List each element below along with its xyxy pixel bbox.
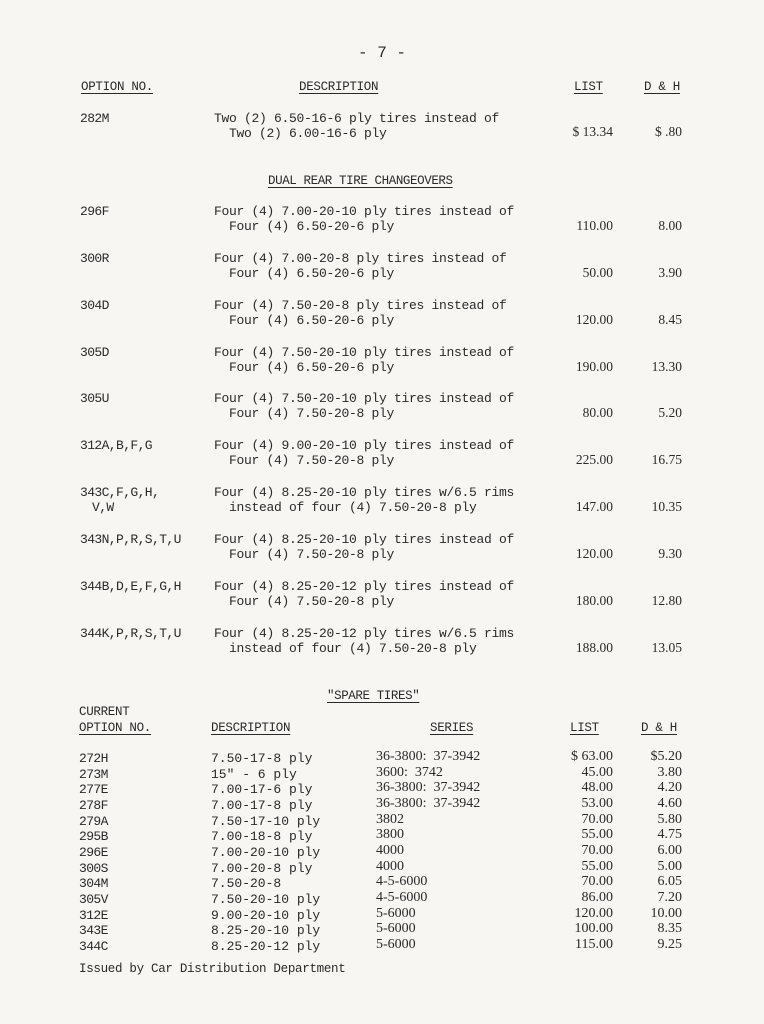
description: 7.00-18-8 ply: [211, 829, 313, 844]
dh-price: 9.25: [657, 937, 682, 952]
list-price: 53.00: [581, 796, 613, 811]
page-number: - 7 -: [357, 44, 406, 62]
description: 7.00-17-8 ply: [211, 798, 313, 813]
list-price: 120.00: [574, 906, 613, 921]
series: 4-5-6000: [376, 890, 428, 905]
description-line2: Four (4) 7.50-20-8 ply: [229, 406, 395, 421]
dh-price: 13.05: [651, 640, 682, 655]
list-price: 147.00: [575, 499, 613, 514]
description-line1: Four (4) 7.50-20-8 ply tires instead of: [214, 298, 507, 313]
list-price: 55.00: [581, 859, 613, 874]
dh-price: 6.05: [657, 874, 682, 889]
header-dh: D & H: [644, 80, 681, 94]
series: 3802: [376, 812, 404, 827]
description-line2: instead of four (4) 7.50-20-8 ply: [229, 641, 477, 656]
description: 7.00-20-8 ply: [211, 861, 313, 876]
description: 7.50-20-8: [211, 876, 282, 891]
option-number: 304M: [79, 876, 108, 891]
option-number: 296F: [80, 204, 109, 219]
option-number: 343N,P,R,S,T,U: [80, 532, 181, 547]
description-line2: Four (4) 7.50-20-8 ply: [229, 547, 395, 562]
list-price: 45.00: [581, 765, 613, 780]
list-price: 70.00: [581, 843, 613, 858]
list-price: 70.00: [581, 874, 613, 889]
description-line1: Four (4) 7.00-20-10 ply tires instead of: [214, 204, 515, 219]
option-number: 277E: [79, 782, 108, 797]
list-price: 180.00: [575, 593, 613, 608]
description-line1: Two (2) 6.50-16-6 ply tires instead of: [214, 111, 500, 126]
option-number: 305V: [79, 892, 108, 907]
list-price: 80.00: [582, 405, 613, 420]
option-number: 273M: [79, 767, 108, 782]
series: 5-6000: [376, 906, 416, 921]
header-list: LIST: [574, 80, 603, 94]
footer-issued-by: Issued by Car Distribution Department: [79, 962, 346, 976]
dh-price: 6.00: [657, 843, 682, 858]
header-current: CURRENT: [79, 705, 130, 719]
description: 7.50-20-10 ply: [211, 892, 321, 907]
description: 15" - 6 ply: [211, 767, 297, 782]
list-price: 115.00: [575, 937, 613, 952]
description: 7.50-17-8 ply: [211, 751, 313, 766]
series: 3600: 3742: [376, 765, 443, 780]
list-price: 120.00: [575, 312, 613, 327]
description: 7.00-20-10 ply: [211, 845, 321, 860]
option-number: 300S: [79, 861, 108, 876]
dh-price: 3.80: [657, 765, 682, 780]
description-line1: Four (4) 8.25-20-10 ply tires instead of: [214, 532, 515, 547]
list-price: 100.00: [574, 921, 613, 936]
option-number: 344C: [79, 939, 108, 954]
series: 3800: [376, 827, 404, 842]
dh-price: 5.20: [658, 405, 682, 420]
dh-price: 3.90: [658, 265, 682, 280]
description-line2: Four (4) 7.50-20-8 ply: [229, 453, 395, 468]
dh-price: 7.20: [657, 890, 682, 905]
option-number-cont: V,W: [92, 500, 114, 515]
series: 5-6000: [376, 921, 416, 936]
description-line2: Four (4) 6.50-20-6 ply: [229, 219, 395, 234]
option-number: 295B: [79, 829, 108, 844]
description-line2: Four (4) 7.50-20-8 ply: [229, 594, 395, 609]
option-number: 272H: [79, 751, 108, 766]
dh-price: 8.00: [658, 218, 682, 233]
description: 8.25-20-10 ply: [211, 923, 321, 938]
series: 36-3800: 37-3942: [376, 796, 481, 811]
section-title-dual-rear: DUAL REAR TIRE CHANGEOVERS: [268, 174, 453, 188]
list-price: $ 63.00: [571, 749, 613, 764]
dh-price: 5.80: [657, 812, 682, 827]
description: 7.00-17-6 ply: [211, 782, 313, 797]
list-price: 225.00: [575, 452, 613, 467]
description-line2: Four (4) 6.50-20-6 ply: [229, 313, 395, 328]
description-line1: Four (4) 8.25-20-12 ply tires w/6.5 rims: [214, 626, 515, 641]
list-price: 50.00: [582, 265, 613, 280]
dh-price: 8.45: [658, 312, 682, 327]
dh-price: 12.80: [651, 593, 682, 608]
list-price: 55.00: [581, 827, 613, 842]
option-number: 344K,P,R,S,T,U: [80, 626, 181, 641]
dh-price: 5.00: [657, 859, 682, 874]
dh-price: 16.75: [651, 452, 682, 467]
dh-price: 4.60: [657, 796, 682, 811]
description-line1: Four (4) 7.50-20-10 ply tires instead of: [214, 345, 515, 360]
series: 4-5-6000: [376, 874, 428, 889]
dh-price: 9.30: [658, 546, 682, 561]
description: 7.50-17-10 ply: [211, 814, 321, 829]
header-option-no: OPTION NO.: [79, 721, 152, 735]
series: 5-6000: [376, 937, 416, 952]
option-number: 278F: [79, 798, 108, 813]
description: 8.25-20-12 ply: [211, 939, 321, 954]
description-line1: Four (4) 8.25-20-12 ply tires instead of: [214, 579, 515, 594]
section-title-spare-tires: "SPARE TIRES": [327, 689, 420, 703]
series: 36-3800: 37-3942: [376, 780, 481, 795]
header-series: SERIES: [430, 721, 474, 735]
option-number: 312A,B,F,G: [80, 438, 153, 453]
list-price: 190.00: [575, 359, 613, 374]
option-number: 305U: [80, 391, 109, 406]
dh-price: 4.75: [657, 827, 682, 842]
list-price: 48.00: [581, 780, 613, 795]
series: 4000: [376, 843, 404, 858]
description-line2: instead of four (4) 7.50-20-8 ply: [229, 500, 477, 515]
description-line2: Four (4) 6.50-20-6 ply: [229, 266, 395, 281]
header-description: DESCRIPTION: [299, 80, 379, 94]
dh-price: $5.20: [650, 749, 682, 764]
option-number: 296E: [79, 845, 108, 860]
dh-price: 10.00: [650, 906, 682, 921]
option-number: 312E: [79, 908, 108, 923]
option-number: 304D: [80, 298, 109, 313]
description-line1: Four (4) 7.50-20-10 ply tires instead of: [214, 391, 515, 406]
option-number: 279A: [79, 814, 108, 829]
series: 4000: [376, 859, 404, 874]
header-dh: D & H: [641, 721, 678, 735]
list-price: 188.00: [575, 640, 613, 655]
list-price: 86.00: [581, 890, 613, 905]
header-list: LIST: [570, 721, 599, 735]
description-line1: Four (4) 9.00-20-10 ply tires instead of: [214, 438, 515, 453]
dh-price: $ .80: [655, 124, 682, 139]
description: 9.00-20-10 ply: [211, 908, 321, 923]
description-line1: Four (4) 8.25-20-10 ply tires w/6.5 rims: [214, 485, 515, 500]
description-line2: Two (2) 6.00-16-6 ply: [229, 126, 387, 141]
description-line2: Four (4) 6.50-20-6 ply: [229, 360, 395, 375]
list-price: 70.00: [581, 812, 613, 827]
option-number: 282M: [80, 111, 109, 126]
list-price: 120.00: [575, 546, 613, 561]
list-price: 110.00: [576, 218, 613, 233]
option-number: 343C,F,G,H,: [80, 485, 160, 500]
option-number: 343E: [79, 923, 108, 938]
option-number: 300R: [80, 251, 109, 266]
dh-price: 13.30: [651, 359, 682, 374]
dh-price: 4.20: [657, 780, 682, 795]
series: 36-3800: 37-3942: [376, 749, 481, 764]
list-price: $ 13.34: [572, 124, 613, 139]
dh-price: 8.35: [657, 921, 682, 936]
option-number: 344B,D,E,F,G,H: [80, 579, 181, 594]
header-option-no: OPTION NO.: [81, 80, 154, 94]
option-number: 305D: [80, 345, 109, 360]
header-description: DESCRIPTION: [211, 721, 291, 735]
description-line1: Four (4) 7.00-20-8 ply tires instead of: [214, 251, 507, 266]
dh-price: 10.35: [651, 499, 682, 514]
